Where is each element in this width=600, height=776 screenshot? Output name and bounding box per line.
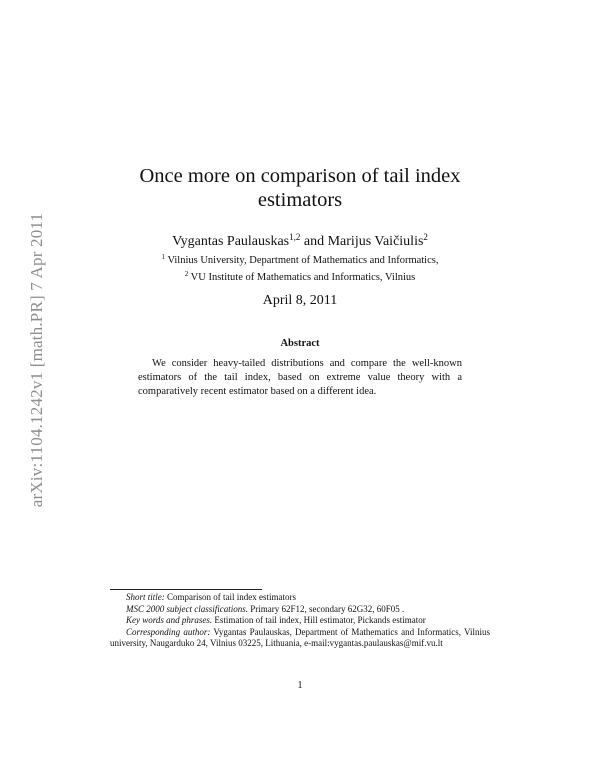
affiliation-mark: 1 (161, 253, 165, 261)
paper-date: April 8, 2011 (262, 293, 338, 308)
footnote-label: MSC 2000 subject classifications. (126, 603, 248, 614)
footnote-text: Primary 62F12, secondary 62G32, 60F05 . (250, 603, 405, 614)
footnotes (110, 592, 490, 650)
affiliation-mark: 2 (184, 270, 189, 278)
footnote-msc (110, 604, 490, 616)
affiliation-text: Vilnius University, Department of Mathematics and Informatics, (167, 255, 439, 266)
footnote-text: Vygantas Paulauskas, Department of Mathematics and Informatics, Vilnius university, Naugarduko 24, Vilnius 03225, Lithuania, e-mail:vygantas.paulauskas@mif.vu.lt (110, 626, 491, 648)
footnote-text: Estimation of tail index, Hill estimator, Pickands estimator (214, 615, 426, 625)
footnote-keywords (110, 615, 490, 627)
arxiv-identifier: arXiv:1104.1242v1 [math.PR] 7 Apr 2011 (27, 212, 46, 508)
affiliation-1 (0, 250, 600, 268)
footnote-text: Comparison of tail index estimators (167, 592, 296, 602)
footnote-label: Key words and phrases. (126, 615, 213, 625)
title-line-1: Once more on comparison of tail index (139, 165, 461, 187)
footnote-label: Short title: (126, 592, 165, 602)
footnote-label: Corresponding author: (126, 626, 211, 637)
footnote-divider (110, 589, 262, 590)
author-conjunction: and (303, 234, 325, 249)
author-name: Marijus Vaičiulis (327, 234, 424, 249)
title-line-2: estimators (257, 189, 343, 211)
footnote-corresponding-author (110, 627, 490, 650)
author-name: Vygantas Paulauskas (172, 234, 290, 249)
affiliation-text: VU Institute of Mathematics and Informatics, Vilnius (190, 272, 416, 283)
paper-title (0, 164, 600, 212)
abstract-text: We consider heavy-tailed distributions and compare the well-known estimators of the tail index, based on extreme value theory with a comparatively recent estimator based on a different idea. (138, 358, 462, 397)
page-number: 1 (297, 680, 303, 691)
affiliation-2 (0, 267, 600, 285)
author-affiliation-mark: 1,2 (289, 232, 301, 242)
author-list (0, 228, 600, 251)
footnote-short-title (110, 592, 490, 604)
abstract-heading: Abstract (280, 338, 320, 349)
author-affiliation-mark: 2 (423, 232, 428, 242)
